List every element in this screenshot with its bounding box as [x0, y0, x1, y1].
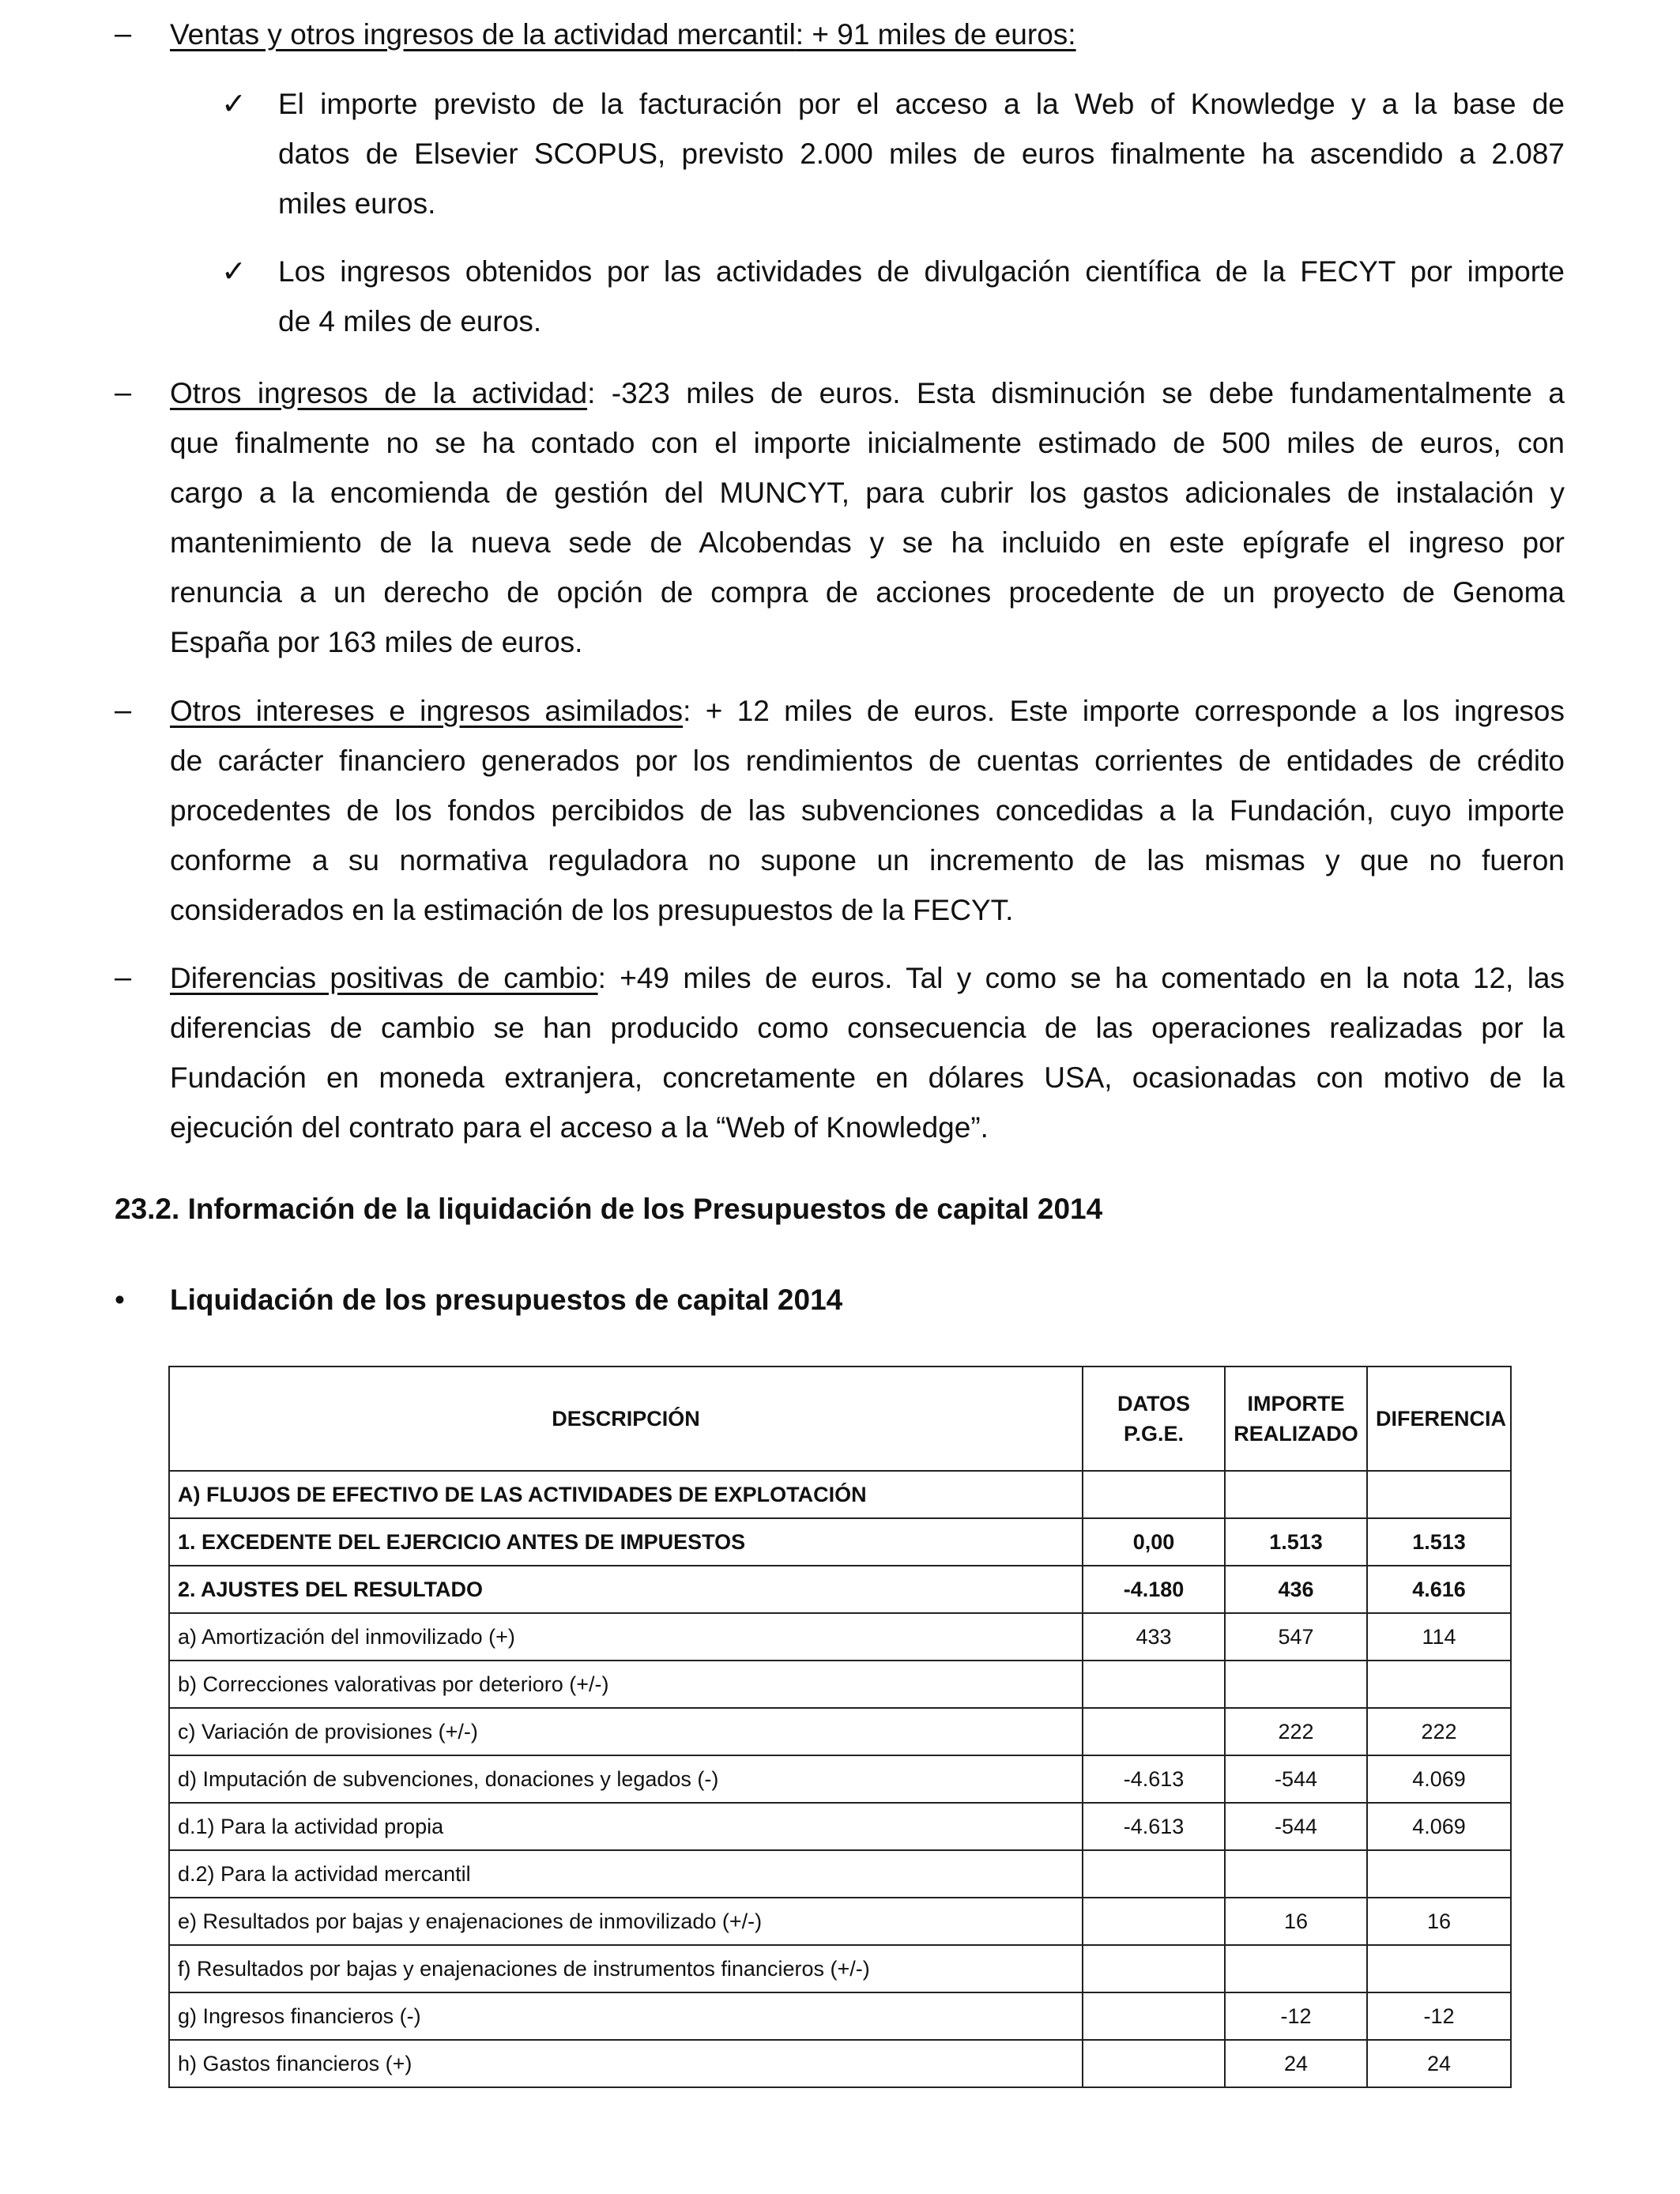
cell-pge [1083, 1471, 1225, 1518]
cell-realizado: -544 [1225, 1755, 1367, 1803]
table-row [169, 1945, 1511, 1992]
table-row [169, 1471, 1511, 1518]
cell-realizado [1225, 1471, 1367, 1518]
table-row [169, 1613, 1511, 1661]
row-description: d.1) Para la actividad propia [169, 1803, 1083, 1850]
section-title: 23.2. Información de la liquidación de los Presupuestos de capital 2014 [115, 1193, 1103, 1225]
underlined-heading: Ventas y otros ingresos de la actividad mercantil [170, 18, 796, 51]
cell-pge [1083, 1945, 1225, 1992]
paragraph-divulgacion: Los ingresos obtenidos por las actividades de divulgación científica de la FECYT por importe de 4 miles de euros. [278, 255, 1565, 337]
row-description: g) Ingresos financieros (-) [169, 1992, 1083, 2040]
cell-pge [1083, 1898, 1225, 1945]
table-row [169, 1566, 1511, 1613]
cell-realizado: 16 [1225, 1898, 1367, 1945]
cell-pge [1083, 1708, 1225, 1755]
table-row [169, 1661, 1511, 1708]
row-description: b) Correcciones valorativas por deterioro (+/-) [169, 1661, 1083, 1708]
subsection-title: Liquidación de los presupuestos de capital 2014 [170, 1284, 843, 1316]
paragraph-otros-intereses: Otros intereses e ingresos asimilados: + 12 miles de euros. Este importe corresponde a los ingresos de carácter financiero generados por los rendimientos de cuentas corrientes de entidades de crédito procedentes de los fondos percibidos de las subvenciones concedidas a la Fundación, cuyo importe conforme a su normativa reguladora no supone un incremento de las mismas y que no fueron considerados en la estimación de los presupuestos de la FECYT. [170, 695, 1565, 926]
cell-diferencia: 1.513 [1367, 1518, 1511, 1566]
table-row [169, 1898, 1511, 1945]
cell-pge: -4.613 [1083, 1803, 1225, 1850]
cell-diferencia: 4.069 [1367, 1755, 1511, 1803]
cell-pge: -4.180 [1083, 1566, 1225, 1613]
cell-realizado: 24 [1225, 2040, 1367, 2087]
checkmark-icon: ✓ [221, 254, 247, 288]
cell-realizado [1225, 1850, 1367, 1898]
row-description: f) Resultados por bajas y enajenaciones de instrumentos financieros (+/-) [169, 1945, 1083, 1992]
dash-marker: – [115, 17, 132, 51]
row-description: 1. EXCEDENTE DEL EJERCICIO ANTES DE IMPUESTOS [169, 1518, 1083, 1566]
row-description: A) FLUJOS DE EFECTIVO DE LAS ACTIVIDADES DE EXPLOTACIÓN [169, 1471, 1083, 1518]
dash-marker: – [115, 961, 132, 994]
bullet-dot: • [115, 1284, 125, 1316]
row-description: d) Imputación de subvenciones, donaciones y legados (-) [169, 1755, 1083, 1803]
paragraph-ventas: Ventas y otros ingresos de la actividad mercantil: + 91 miles de euros: [170, 18, 1076, 51]
row-description: 2. AJUSTES DEL RESULTADO [169, 1566, 1083, 1613]
cell-diferencia: 16 [1367, 1898, 1511, 1945]
row-description: c) Variación de provisiones (+/-) [169, 1708, 1083, 1755]
budget-table [168, 1366, 1512, 2088]
cell-pge: 433 [1083, 1613, 1225, 1661]
header-diferencia: DIFERENCIA [1367, 1367, 1511, 1471]
cell-diferencia: -12 [1367, 1992, 1511, 2040]
cell-diferencia [1367, 1945, 1511, 1992]
cell-diferencia [1367, 1661, 1511, 1708]
table-row [169, 1708, 1511, 1755]
cell-realizado: -544 [1225, 1803, 1367, 1850]
checkmark-icon: ✓ [221, 86, 247, 121]
underlined-heading: Otros ingresos de la actividad [170, 377, 588, 409]
table-row [169, 1755, 1511, 1803]
cell-pge [1083, 2040, 1225, 2087]
cell-realizado: 547 [1225, 1613, 1367, 1661]
cell-realizado [1225, 1945, 1367, 1992]
row-description: a) Amortización del inmovilizado (+) [169, 1613, 1083, 1661]
header-datos-pge: DATOS P.G.E. [1083, 1367, 1225, 1471]
cell-realizado: -12 [1225, 1992, 1367, 2040]
cell-realizado: 436 [1225, 1566, 1367, 1613]
cell-diferencia: 24 [1367, 2040, 1511, 2087]
underlined-heading: Otros intereses e ingresos asimilados [170, 695, 684, 727]
row-description: h) Gastos financieros (+) [169, 2040, 1083, 2087]
cell-realizado: 222 [1225, 1708, 1367, 1755]
cell-pge [1083, 1992, 1225, 2040]
table-row [169, 1992, 1511, 2040]
cell-pge: 0,00 [1083, 1518, 1225, 1566]
paragraph-otros-ingresos: Otros ingresos de la actividad: -323 miles de euros. Esta disminución se debe fundamentalmente a que finalmente no se ha contado con el importe inicialmente estimado de 500 miles de euros, con cargo a la encomienda de gestión del MUNCYT, para cubrir los gastos adicionales de instalación y mantenimiento de la nueva sede de Alcobendas y se ha incluido en este epígrafe el ingreso por renuncia a un derecho de opción de compra de acciones procedente de un proyecto de Genoma España por 163 miles de euros. [170, 377, 1565, 658]
cell-diferencia: 222 [1367, 1708, 1511, 1755]
table-row [169, 1518, 1511, 1566]
paragraph-diferencias-cambio: Diferencias positivas de cambio: +49 miles de euros. Tal y como se ha comentado en la nota 12, las diferencias de cambio se han producido como consecuencia de las operaciones realizadas por la Fundación en moneda extranjera, concretamente en dólares USA, ocasionadas con motivo de la ejecución del contrato para el acceso a la “Web of Knowledge”. [170, 962, 1565, 1144]
cell-diferencia [1367, 1471, 1511, 1518]
row-description: d.2) Para la actividad mercantil [169, 1850, 1083, 1898]
table-row [169, 2040, 1511, 2087]
table-row [169, 1803, 1511, 1850]
cell-diferencia: 114 [1367, 1613, 1511, 1661]
row-description: e) Resultados por bajas y enajenaciones de inmovilizado (+/-) [169, 1898, 1083, 1945]
table-row [169, 1850, 1511, 1898]
dash-marker: – [115, 694, 132, 727]
cell-diferencia: 4.616 [1367, 1566, 1511, 1613]
cell-realizado: 1.513 [1225, 1518, 1367, 1566]
cell-pge [1083, 1850, 1225, 1898]
paragraph-facturacion: El importe previsto de la facturación por el acceso a la Web of Knowledge y a la base de datos de Elsevier SCOPUS, previsto 2.000 miles de euros finalmente ha ascendido a 2.087 miles euros. [278, 88, 1565, 220]
header-descripcion: DESCRIPCIÓN [169, 1367, 1083, 1471]
cell-pge: -4.613 [1083, 1755, 1225, 1803]
cell-pge [1083, 1661, 1225, 1708]
underlined-heading: Diferencias positivas de cambio [170, 962, 598, 994]
cell-diferencia [1367, 1850, 1511, 1898]
table-header-row [169, 1367, 1511, 1471]
cell-diferencia: 4.069 [1367, 1803, 1511, 1850]
header-importe-realizado: IMPORTE REALIZADO [1225, 1367, 1367, 1471]
cell-realizado [1225, 1661, 1367, 1708]
dash-marker: – [115, 376, 132, 409]
